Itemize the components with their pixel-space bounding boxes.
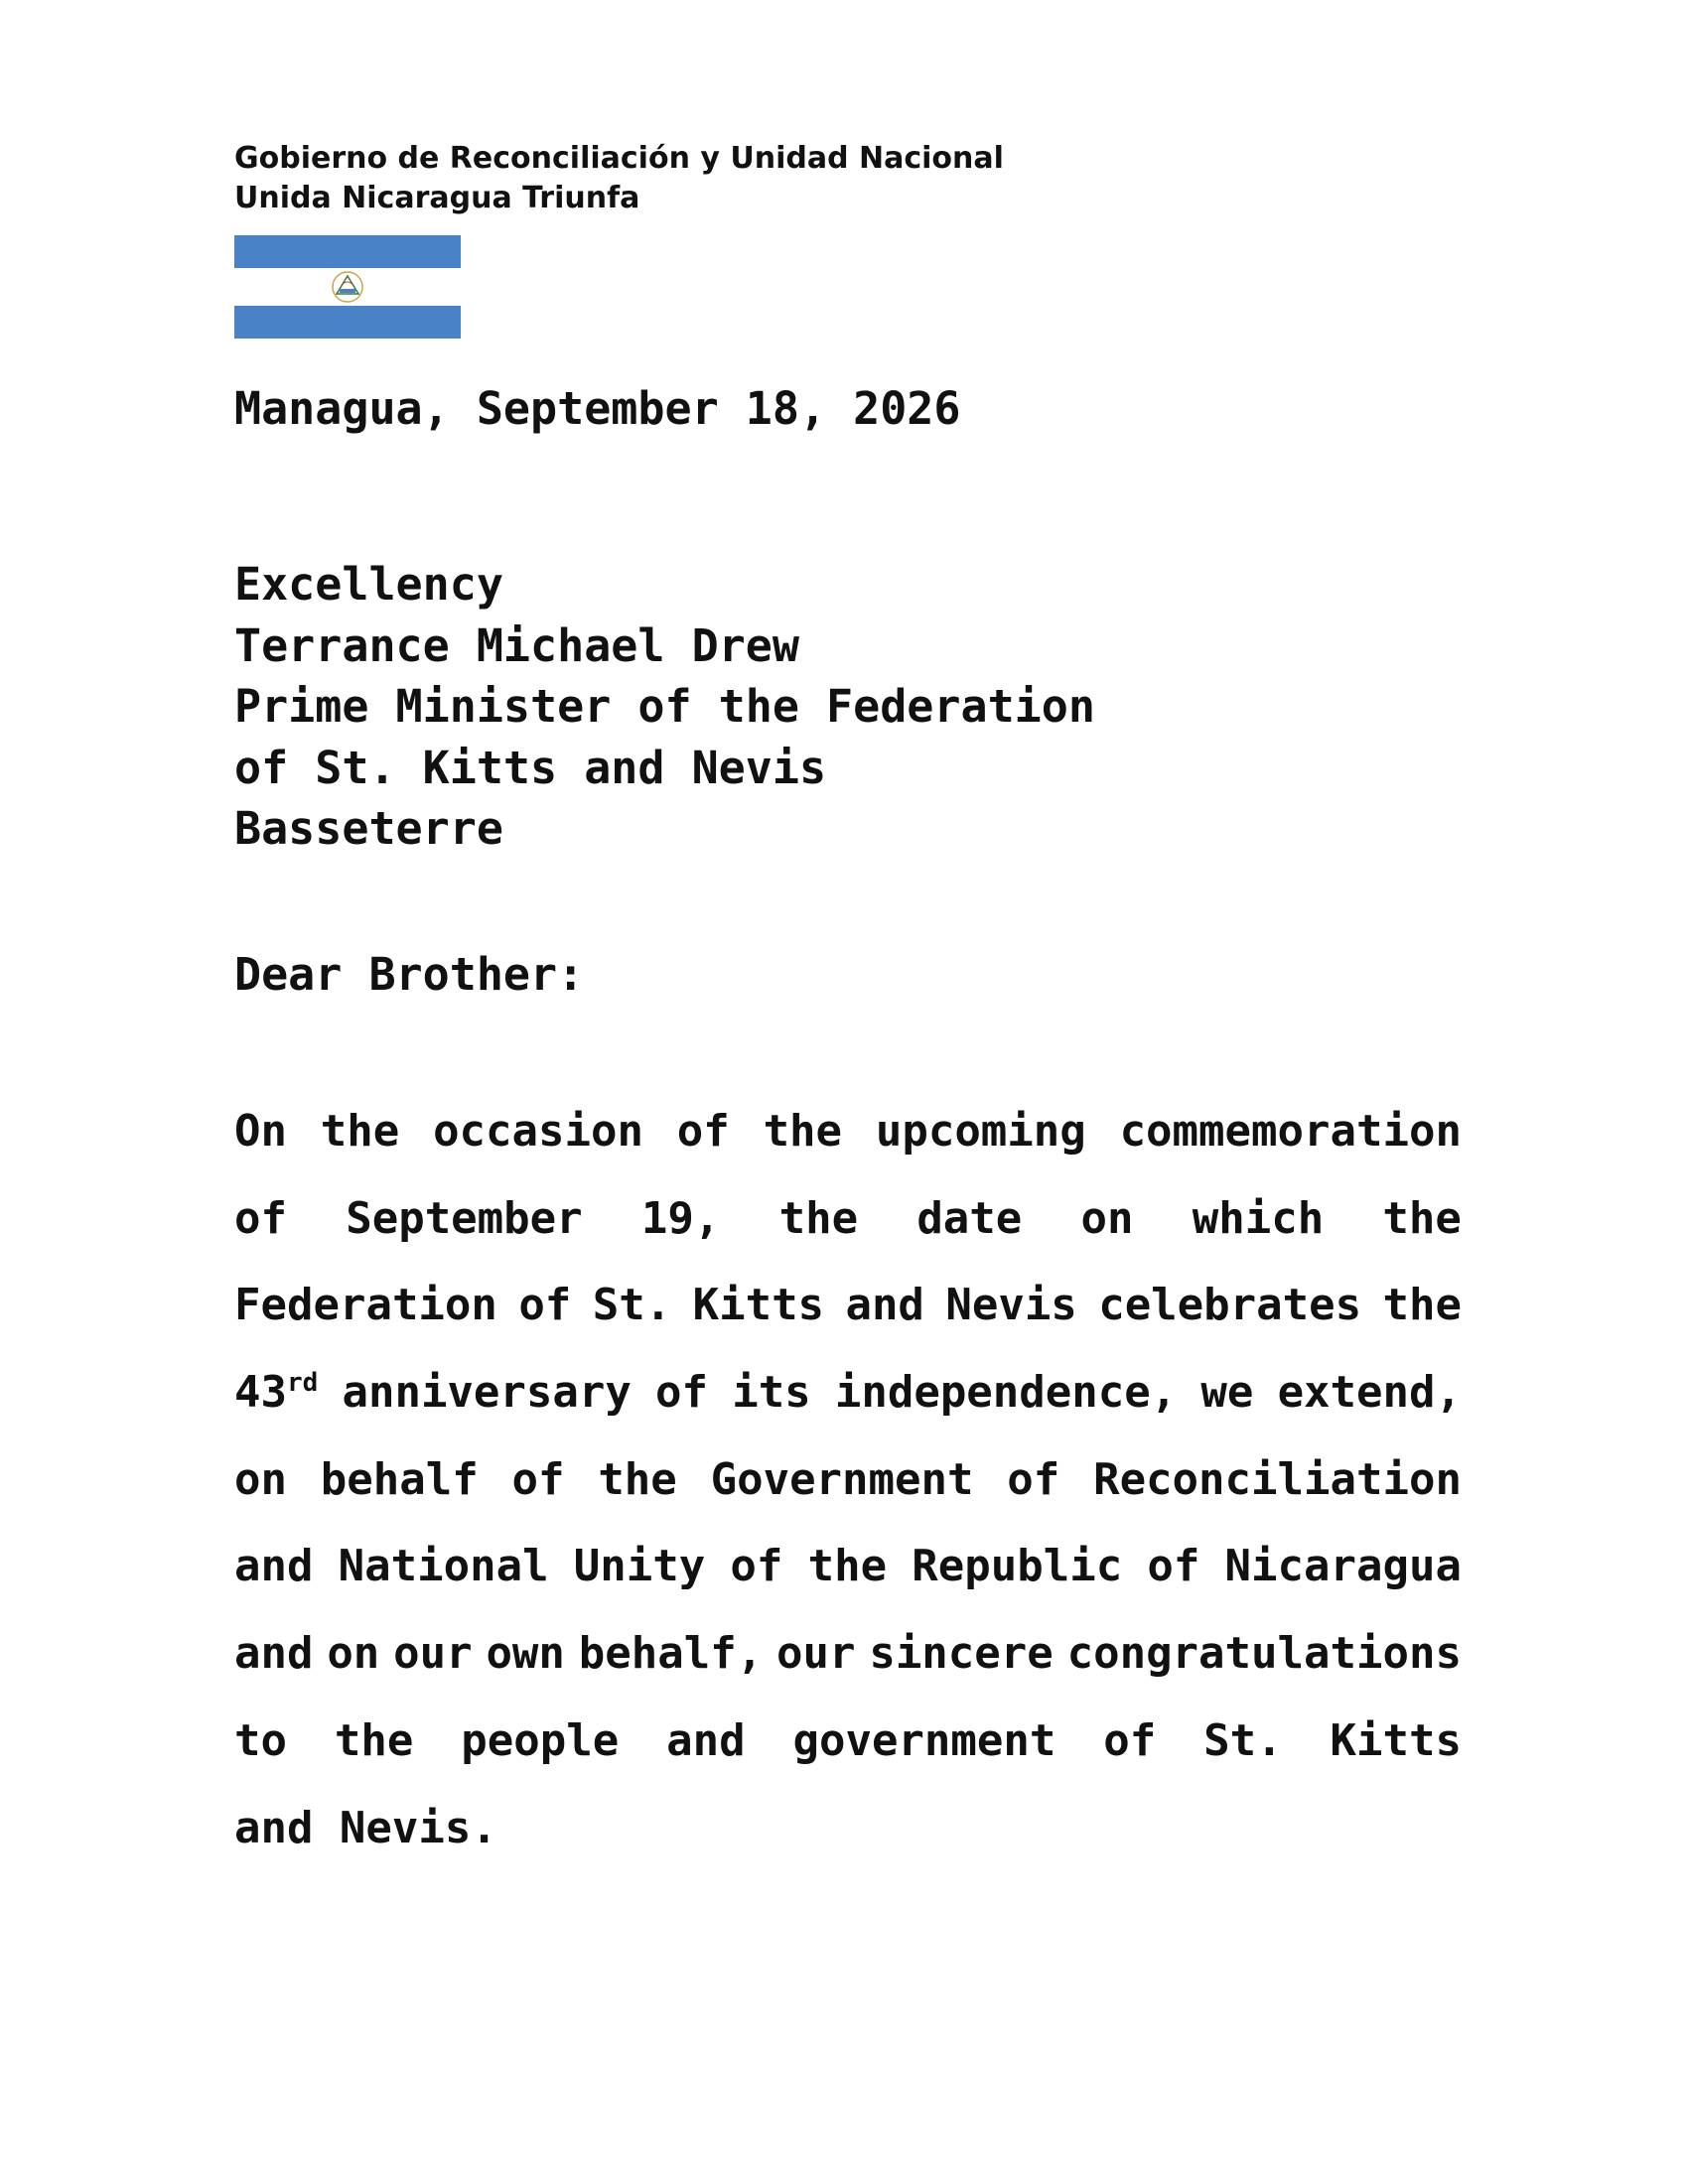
- body-word: we: [1200, 1367, 1254, 1419]
- body-line: [234, 1262, 1462, 1349]
- addressee-title: Prime Minister of the Federation: [234, 680, 1095, 733]
- body-word: the: [778, 1192, 859, 1244]
- body-word: on: [327, 1628, 380, 1680]
- body-word: the: [598, 1453, 677, 1505]
- flag-bottom-stripe: [234, 306, 461, 339]
- body-line: [234, 1523, 1462, 1610]
- body-word: government: [792, 1714, 1056, 1766]
- body-word: the: [763, 1106, 843, 1157]
- body-word: 19,: [640, 1192, 721, 1244]
- body-word: on: [234, 1453, 287, 1505]
- body-word: Nevis: [945, 1280, 1077, 1331]
- body-word: behalf: [320, 1453, 479, 1505]
- letterhead-government-name: Gobierno de Reconciliación y Unidad Nacional: [234, 141, 1004, 176]
- flag-top-stripe: [234, 235, 461, 268]
- body-word: and: [234, 1541, 314, 1592]
- body-word: commemoration: [1119, 1106, 1462, 1157]
- body-word: [234, 1349, 318, 1436]
- body-word: our: [393, 1628, 473, 1680]
- body-line: [234, 1698, 1462, 1785]
- coat-of-arms-icon: [328, 270, 367, 304]
- body-line: [234, 1436, 1462, 1524]
- body-word: extend,: [1277, 1367, 1462, 1419]
- body-word: of: [1103, 1714, 1157, 1766]
- body-word: Federation: [234, 1280, 497, 1331]
- body-word: behalf,: [578, 1628, 764, 1680]
- body-word: Kitts: [692, 1280, 825, 1331]
- ordinal-suffix: rd: [286, 1368, 319, 1399]
- nicaragua-flag: [234, 235, 461, 339]
- body-word: the: [1382, 1192, 1462, 1244]
- addressee-name: Terrance Michael Drew: [234, 618, 799, 672]
- body-word: the: [807, 1541, 888, 1592]
- letterhead-motto: Unida Nicaragua Triunfa: [234, 181, 640, 215]
- body-word: St.: [592, 1280, 672, 1331]
- body-word: sincere: [869, 1628, 1054, 1680]
- salutation: Dear Brother:: [234, 948, 585, 1001]
- body-word: celebrates: [1098, 1280, 1362, 1331]
- body-word: independence,: [834, 1367, 1178, 1419]
- body-word: Reconciliation: [1093, 1453, 1462, 1505]
- body-word: our: [776, 1628, 856, 1680]
- body-word: which: [1192, 1192, 1325, 1244]
- addressee-city: Basseterre: [234, 802, 503, 855]
- letter-body: [234, 1088, 1462, 1871]
- body-word: upcoming: [875, 1106, 1086, 1157]
- body-word: Nicaragua: [1224, 1541, 1462, 1592]
- body-word: National: [338, 1541, 549, 1592]
- body-word: On: [234, 1106, 287, 1157]
- body-line: [234, 1610, 1462, 1698]
- body-word: of: [1007, 1453, 1060, 1505]
- body-word: and: [234, 1628, 314, 1680]
- body-word: the: [1382, 1280, 1462, 1331]
- anniversary-number: 43: [234, 1367, 287, 1419]
- body-word: date: [916, 1192, 1023, 1244]
- body-word: Government: [710, 1453, 974, 1505]
- body-word: to: [234, 1714, 287, 1766]
- body-word: congratulations: [1066, 1628, 1462, 1680]
- body-word: of: [676, 1106, 730, 1157]
- body-word: Unity: [573, 1541, 706, 1592]
- body-word: and: [666, 1714, 746, 1766]
- flag-middle-stripe: [234, 268, 461, 306]
- body-line-ordinal: [234, 1349, 1462, 1436]
- body-word: Nevis.: [339, 1802, 497, 1853]
- letter-date: Managua, September 18, 2026: [234, 382, 961, 435]
- body-word: of: [234, 1192, 287, 1244]
- body-word: people: [461, 1714, 620, 1766]
- letterhead: [234, 139, 1004, 218]
- body-word: of: [730, 1541, 783, 1592]
- body-word: of: [511, 1453, 565, 1505]
- addressee-block: [234, 554, 1095, 860]
- body-word: occasion: [433, 1106, 643, 1157]
- body-word: own: [486, 1628, 565, 1680]
- body-word: Kitts: [1330, 1714, 1462, 1766]
- body-word: Republic: [912, 1541, 1123, 1592]
- body-word: of: [518, 1280, 572, 1331]
- body-line: [234, 1175, 1462, 1263]
- body-word: its: [732, 1367, 811, 1419]
- body-word: and: [234, 1802, 314, 1853]
- body-word: of: [1147, 1541, 1200, 1592]
- addressee-title-continued: of St. Kitts and Nevis: [234, 741, 827, 794]
- body-word: anniversary: [342, 1367, 632, 1419]
- body-word: of: [655, 1367, 709, 1419]
- body-word: the: [320, 1106, 400, 1157]
- addressee-honorific: Excellency: [234, 558, 503, 611]
- body-line: [234, 1088, 1462, 1175]
- body-word: the: [334, 1714, 414, 1766]
- body-word: St.: [1203, 1714, 1283, 1766]
- body-line: [234, 1785, 1462, 1872]
- body-word: and: [845, 1280, 924, 1331]
- body-word: on: [1080, 1192, 1134, 1244]
- body-word: September: [346, 1192, 583, 1244]
